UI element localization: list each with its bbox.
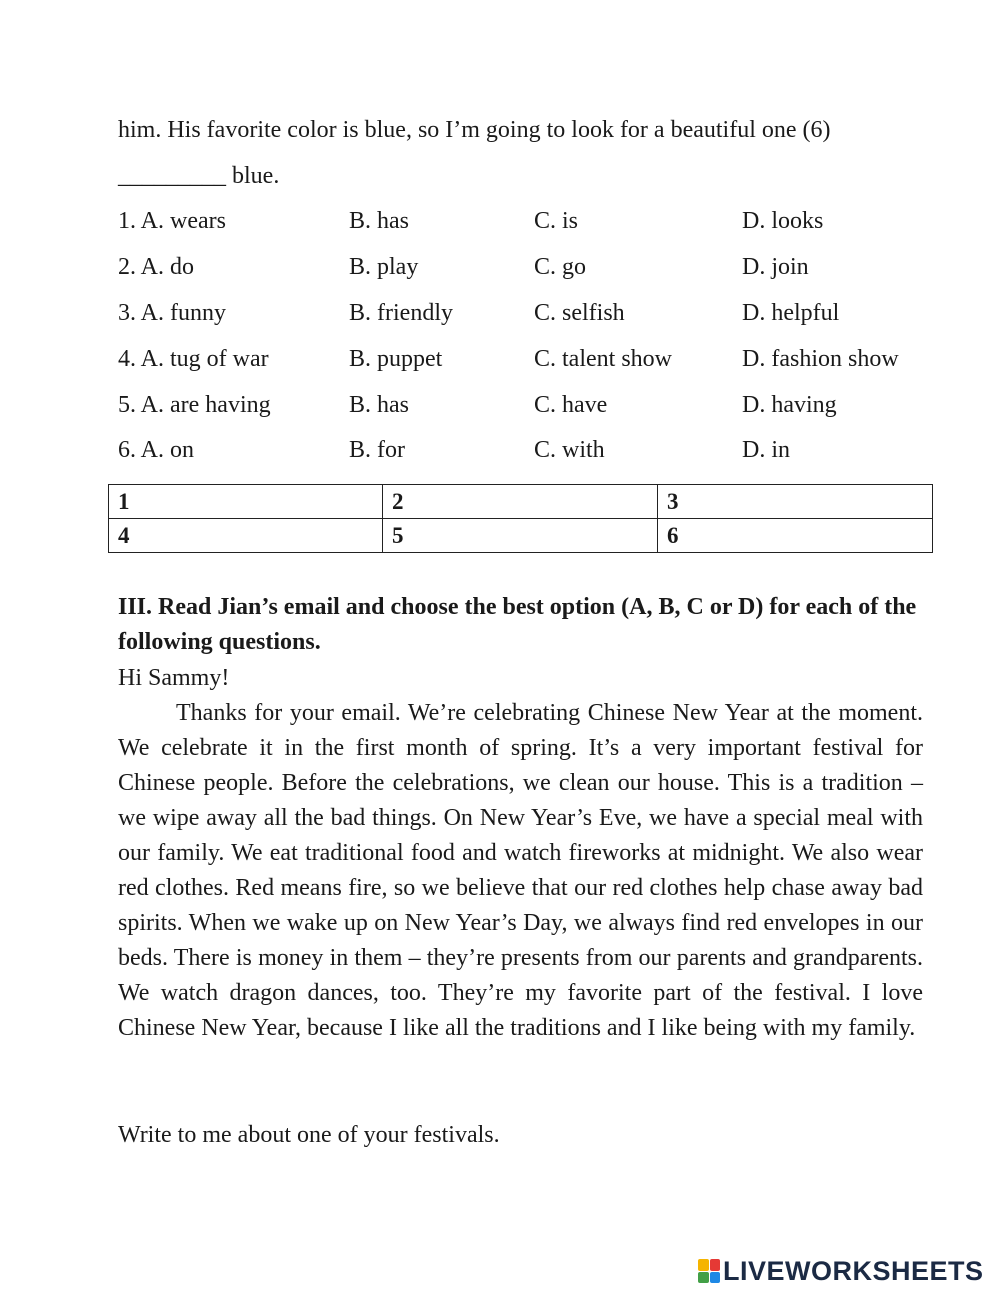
answer-cell-5[interactable]: 5 [383,519,658,553]
answer-cell-3[interactable]: 3 [658,485,933,519]
answer-cell-6[interactable]: 6 [658,519,933,553]
logo-square [710,1272,721,1284]
email-body: Thanks for your email. We’re celebrating Chinese New Year at the moment. We celebrate it in the first month of spring. It’s a very important festival for Chinese people. Before the celebrations, we clean our house. This is a tradition – we wipe away all the bad things. On New Year’s Eve, we have a special meal with our family. We eat traditional food and watch fireworks at midnight. We also wear red clothes. Red means fire, so we believe that our red clothes help chase away bad spirits. When we wake up on New Year’s Day, we always find red envelopes in our beds. There is money in them – they’re presents from our parents and grandparents. We watch dragon dances, too. They’re my favorite part of the festival. I love Chinese New Year, because I like all the traditions and I like being with my family. [118,700,923,1041]
logo-icon [698,1259,720,1283]
option-b: B. friendly [349,300,453,326]
question-1-options [118,208,928,238]
option-d: D. join [742,254,809,280]
answer-row [109,485,933,519]
answer-row [109,519,933,553]
passage-line-1: him. His favorite color is blue, so I’m going to look for a beautiful one (6) [118,117,831,143]
passage-line-2: _________ blue. [118,163,280,189]
question-3-options [118,300,928,330]
question-5-options [118,392,928,422]
option-a: 5. A. are having [118,392,271,418]
logo-square [698,1259,709,1271]
option-c: C. go [534,254,587,280]
option-a: 3. A. funny [118,300,226,326]
question-6-options [118,437,928,467]
option-c: C. selfish [534,300,625,326]
answer-cell-2[interactable]: 2 [383,485,658,519]
logo-text: LIVEWORKSHEETS [723,1255,984,1286]
option-a: 4. A. tug of war [118,346,269,372]
answer-table [108,484,933,553]
option-c: C. is [534,208,579,234]
option-d: D. fashion show [742,346,899,372]
option-b: B. play [349,254,419,280]
option-d: D. helpful [742,300,840,326]
option-d: D. looks [742,208,824,234]
logo-square [710,1259,721,1271]
option-d: D. in [742,437,790,463]
option-b: B. has [349,208,409,234]
option-d: D. having [742,392,837,418]
option-b: B. has [349,392,409,418]
email-greeting: Hi Sammy! [118,665,230,691]
logo-square [698,1272,709,1284]
liveworksheets-logo [698,1254,984,1288]
section-3-heading: III. Read Jian’s email and choose the best option (A, B, C or D) for each of the following questions. [118,594,917,655]
option-a: 2. A. do [118,254,195,280]
option-b: B. for [349,437,405,463]
answer-cell-4[interactable]: 4 [109,519,383,553]
option-b: B. puppet [349,346,443,372]
option-a: 6. A. on [118,437,195,463]
question-2-options [118,254,928,284]
email-closing: Write to me about one of your festivals. [118,1122,500,1148]
option-c: C. with [534,437,605,463]
option-a: 1. A. wears [118,208,226,234]
option-c: C. talent show [534,346,672,372]
answer-cell-1[interactable]: 1 [109,485,383,519]
question-4-options [118,346,928,376]
option-c: C. have [534,392,608,418]
